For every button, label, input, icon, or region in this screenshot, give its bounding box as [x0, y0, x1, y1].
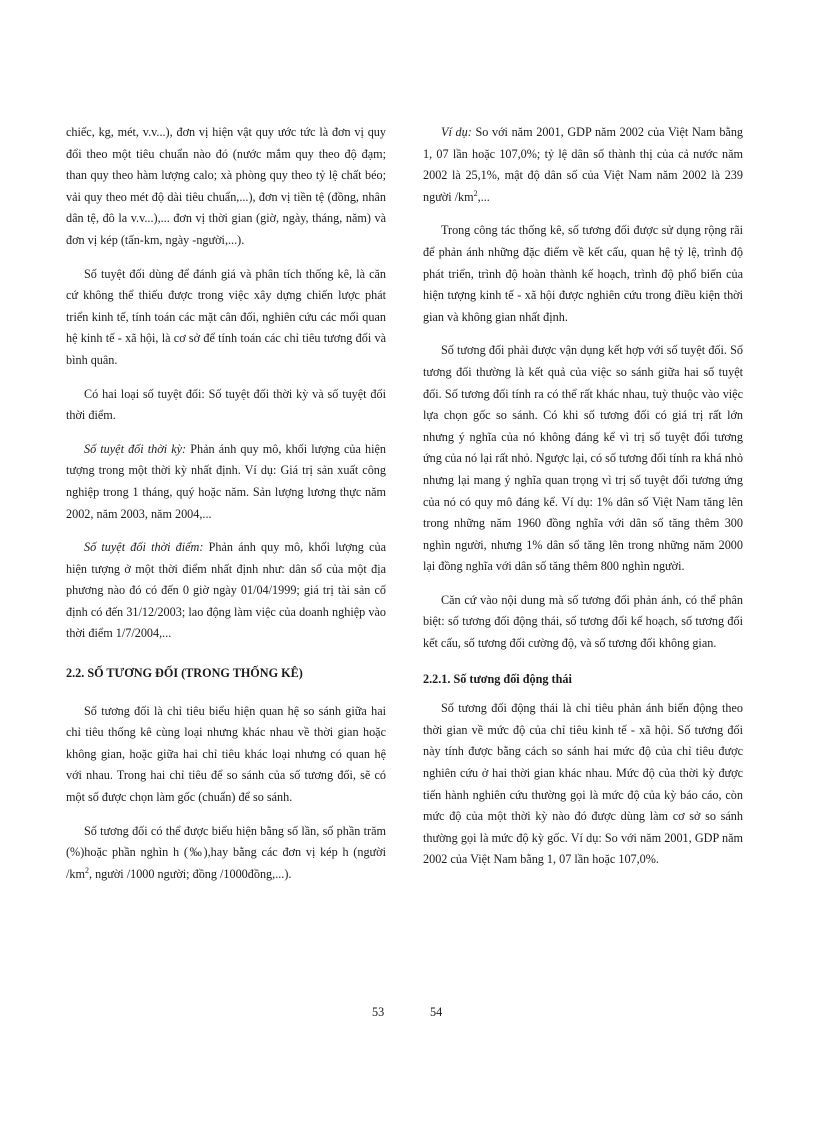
paragraph: Số tương đối phải được vận dụng kết hợp với số tuyệt đối. Số tương đối thường là kết quả của việc so sánh giữa hai số tuyệt đối. Số tương đối tính ra có thể rất khác nhau, tuỳ thuộc vào việc lựa chọn gốc so sánh. Có khi số tương đối có giá trị rất lớn nhưng ý nghĩa của nó không đáng kể vì trị số tuyệt đối tương ứng của nó lại rất nhỏ. Ngược lại, có số tương đối tính ra khá nhỏ nhưng lại mang ý nghĩa quan trọng vì trị số tuyệt đối tương ứng của nó có quy mô đáng kể. Ví dụ: 1% dân số Việt Nam tăng lên trong những năm 1960 đồng nghĩa với dân số tăng thêm 300 nghìn người, nhưng 1% dân số tăng lên trong những năm 2000 lại đồng nghĩa với dân số tăng thêm 800 nghìn người.: [423, 343, 743, 574]
section-heading: 2.2. SỐ TƯƠNG ĐỐI (TRONG THỐNG KÊ): [66, 666, 303, 681]
paragraph: Căn cứ vào nội dung mà số tương đối phản ánh, có thể phân biệt: số tương đối động thái, số tương đối kế hoạch, số tương đối kết cấu, số tương đối cường độ, và số tương đối không gian.: [423, 592, 743, 651]
paragraph: [66, 821, 386, 886]
paragraph: [66, 537, 386, 645]
subsection-heading: 2.2.1. Số tương đối động thái: [423, 671, 572, 686]
paragraph: chiếc, kg, mét, v.v...), đơn vị hiện vật quy ước tức là đơn vị quy đổi theo một tiêu chuẩn nào đó (nước mắm quy theo độ đạm; than quy theo hàm lượng calo; xà phòng quy theo tỷ lệ chất béo; vải quy theo mét độ dài tiêu chuẩn,...), đơn vị tiền tệ (đồng, nhân dân tệ, đô la v.v...),... đơn vị thời gian (giờ, ngày, tháng, năm) và đơn vị kép (tấn-km, ngày -người,...).: [66, 125, 386, 247]
text: Phản ánh quy mô, khối lượng của hiện tượng trong một thời kỳ nhất định. Ví dụ: Giá trị sản xuất công nghiệp trong 1 tháng, quý hoặc năm. Sản lượng lương thực năm 2002, năm 2003, năm 2004,...: [66, 441, 386, 521]
superscript: 2: [473, 188, 478, 198]
text: So với năm 2001, GDP năm 2002 của Việt Nam bằng 1, 07 lần hoặc 107,0%; tỷ lệ dân số thành thị của cả nước năm 2002 là 25,1%, mật độ dân số của Việt Nam năm 2002 là 239 người /km: [423, 125, 744, 204]
paragraph: Trong công tác thống kê, số tương đối được sử dụng rộng rãi để phản ánh những đặc điểm về kết cấu, quan hệ tỷ lệ, trình độ phát triển, trình độ hoàn thành kế hoạch, trình độ phổ biến của hiện tượng kinh tế - xã hội được nghiên cứu trong điều kiện thời gian và không gian nhất định.: [423, 223, 743, 324]
right-page-column: [423, 122, 743, 883]
term: Số tuyệt đối thời kỳ:: [84, 441, 187, 456]
term: Ví dụ:: [441, 125, 472, 139]
paragraph: Số tương đối động thái là chỉ tiêu phản ánh biến động theo thời gian về mức độ của chỉ tiêu kinh tế - xã hội. Số tương đối này tính được bằng cách so sánh hai mức độ của chỉ tiêu được nghiên cứu ở hai thời gian khác nhau. Mức độ của thời kỳ được tiến hành nghiên cứu thường gọi là mức độ của kỳ báo cáo, còn mức độ của một thời kỳ nào đó được dùng làm cơ sở so sánh thường gọi là mức độ kỳ gốc. Ví dụ: So với năm 2001, GDP năm 2002 của Việt Nam bằng 1, 07 lần hoặc 107,0%.: [423, 701, 743, 867]
text: , người /1000 người; đồng /1000đồng,...).: [88, 866, 292, 881]
page-number-right: 54: [430, 1005, 443, 1019]
text: Số tương đối có thể được biểu hiện bằng số lần, số phần trăm (%)hoặc phần nghìn h (‰),hay bằng các đơn vị kép h (người /km: [66, 823, 386, 881]
page-number-left: 53: [372, 1005, 385, 1019]
term: Số tuyệt đối thời điểm:: [84, 540, 204, 555]
text: ,...: [477, 189, 490, 204]
text: Phản ánh quy mô, khối lượng của hiện tượng ở một thời điểm nhất định như: dân số của một địa phương nào đó có đến 0 giờ ngày 01/04/1999; giá trị tài sản cố định có đến 31/12/2003; lao động làm việc của doanh nghiệp vào thời điểm 1/7/2004,...: [66, 540, 386, 641]
left-page-column: [66, 122, 386, 897]
paragraph: [423, 122, 743, 208]
superscript: 2: [84, 865, 89, 875]
paragraph: Số tuyệt đối dùng để đánh giá và phân tích thống kê, là căn cứ không thể thiếu được trong việc xây dựng chiến lược phát triển kinh tế, tính toán các mặt cân đối, nghiên cứu các mối quan hệ kinh tế - xã hội, là cơ sở để tính toán các chỉ tiêu tương đối và bình quân.: [66, 266, 386, 367]
paragraph: Có hai loại số tuyệt đối: Số tuyệt đối thời kỳ và số tuyệt đối thời điểm.: [66, 386, 386, 423]
paragraph: [66, 439, 386, 525]
paragraph: Số tương đối là chỉ tiêu biểu hiện quan hệ so sánh giữa hai chỉ tiêu thống kê cùng loại nhưng khác nhau về thời gian hoặc không gian, hoặc giữa hai chỉ tiêu khác loại nhưng có quan hệ với nhau. Trong hai chỉ tiêu để so sánh của số tương đối, sẽ có một số được chọn làm gốc (chuẩn) để so sánh.: [66, 703, 386, 805]
